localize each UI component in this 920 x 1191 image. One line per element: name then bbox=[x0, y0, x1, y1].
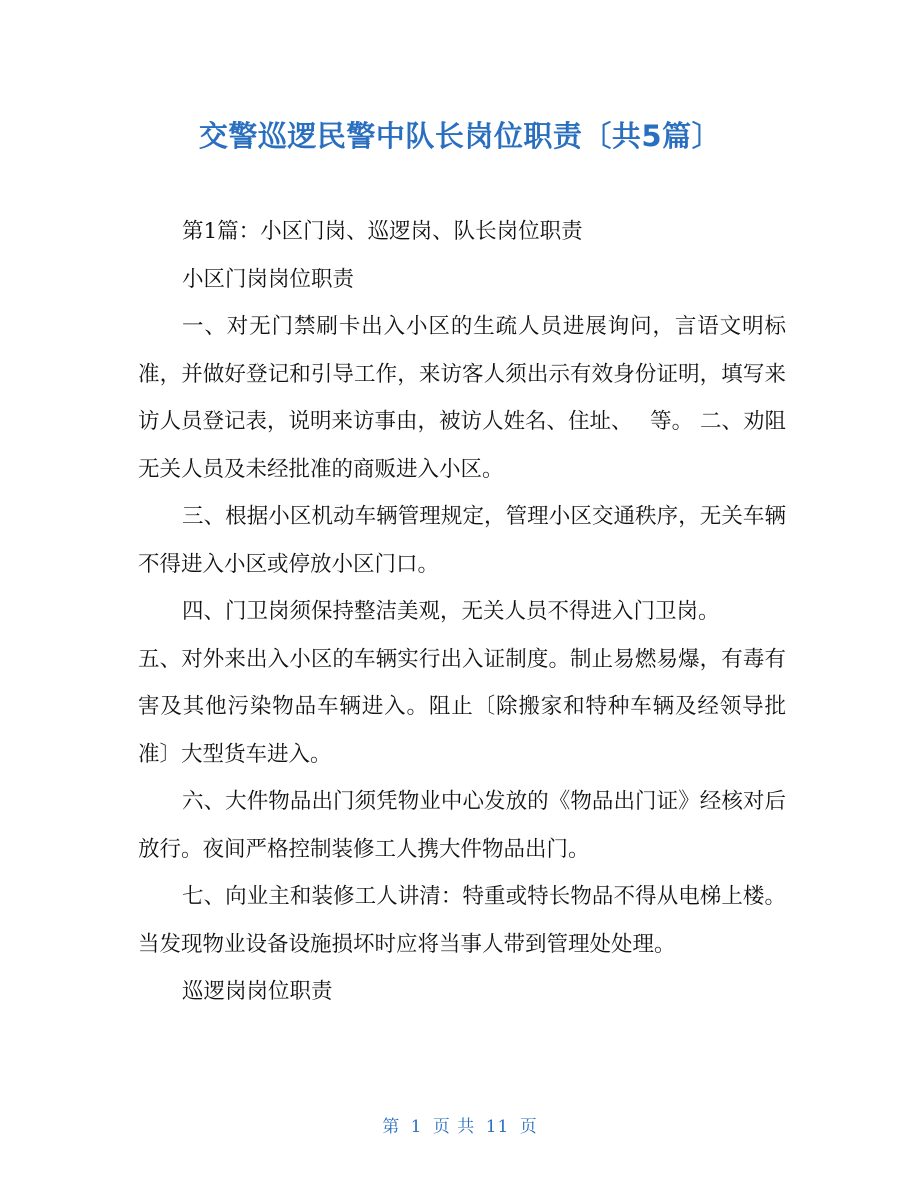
paragraph-item-4: 四、门卫岗须保持整洁美观，无关人员不得进入门卫岗。 bbox=[182, 599, 720, 624]
document-body bbox=[138, 208, 786, 1016]
paragraph-item-6: 六、大件物品出门须凭物业中心发放的《物品出门证》经核对后放行。夜间严格控制装修工人携大件物品出门。 bbox=[138, 789, 786, 862]
page-footer bbox=[0, 1112, 920, 1137]
paragraph-section-patrol: 巡逻岗岗位职责 bbox=[182, 979, 333, 1004]
paragraph-item-3: 三、根据小区机动车辆管理规定，管理小区交通秩序，无关车辆不得进入小区或停放小区门口。 bbox=[138, 504, 786, 577]
paragraph-heading-1: 第1篇：小区门岗、巡逻岗、队长岗位职责 bbox=[182, 219, 583, 244]
document-title: 交警巡逻民警中队长岗位职责〔共5篇〕 bbox=[198, 119, 722, 153]
paragraph-item-5: 五、对外来出入小区的车辆实行出入证制度。制止易燃易爆，有毒有害及其他污染物品车辆进入。阻止〔除搬家和特种车辆及经领导批准〕大型货车进入。 bbox=[138, 646, 786, 767]
footer-middle: 页 共 bbox=[432, 1117, 476, 1137]
paragraph-item-7: 七、向业主和装修工人讲清：特重或特长物品不得从电梯上楼。当发现物业设备设施损坏时应将当事人带到管理处处理。 bbox=[138, 884, 786, 957]
footer-page-number: 1 bbox=[410, 1117, 423, 1137]
footer-prefix: 第 bbox=[382, 1117, 401, 1137]
paragraph-item-1-2: 一、对无门禁刷卡出入小区的生疏人员进展询问，言语文明标准，并做好登记和引导工作，来访客人须出示有效身份证明，填写来访人员登记表，说明来访事由，被访人姓名、住址、 等。 二、劝阻无关人员及未经批准的商贩进入小区。 bbox=[138, 314, 786, 482]
footer-total-pages: 11 bbox=[485, 1117, 510, 1137]
footer-suffix: 页 bbox=[519, 1117, 538, 1137]
paragraph-section-gate: 小区门岗岗位职责 bbox=[182, 266, 355, 292]
